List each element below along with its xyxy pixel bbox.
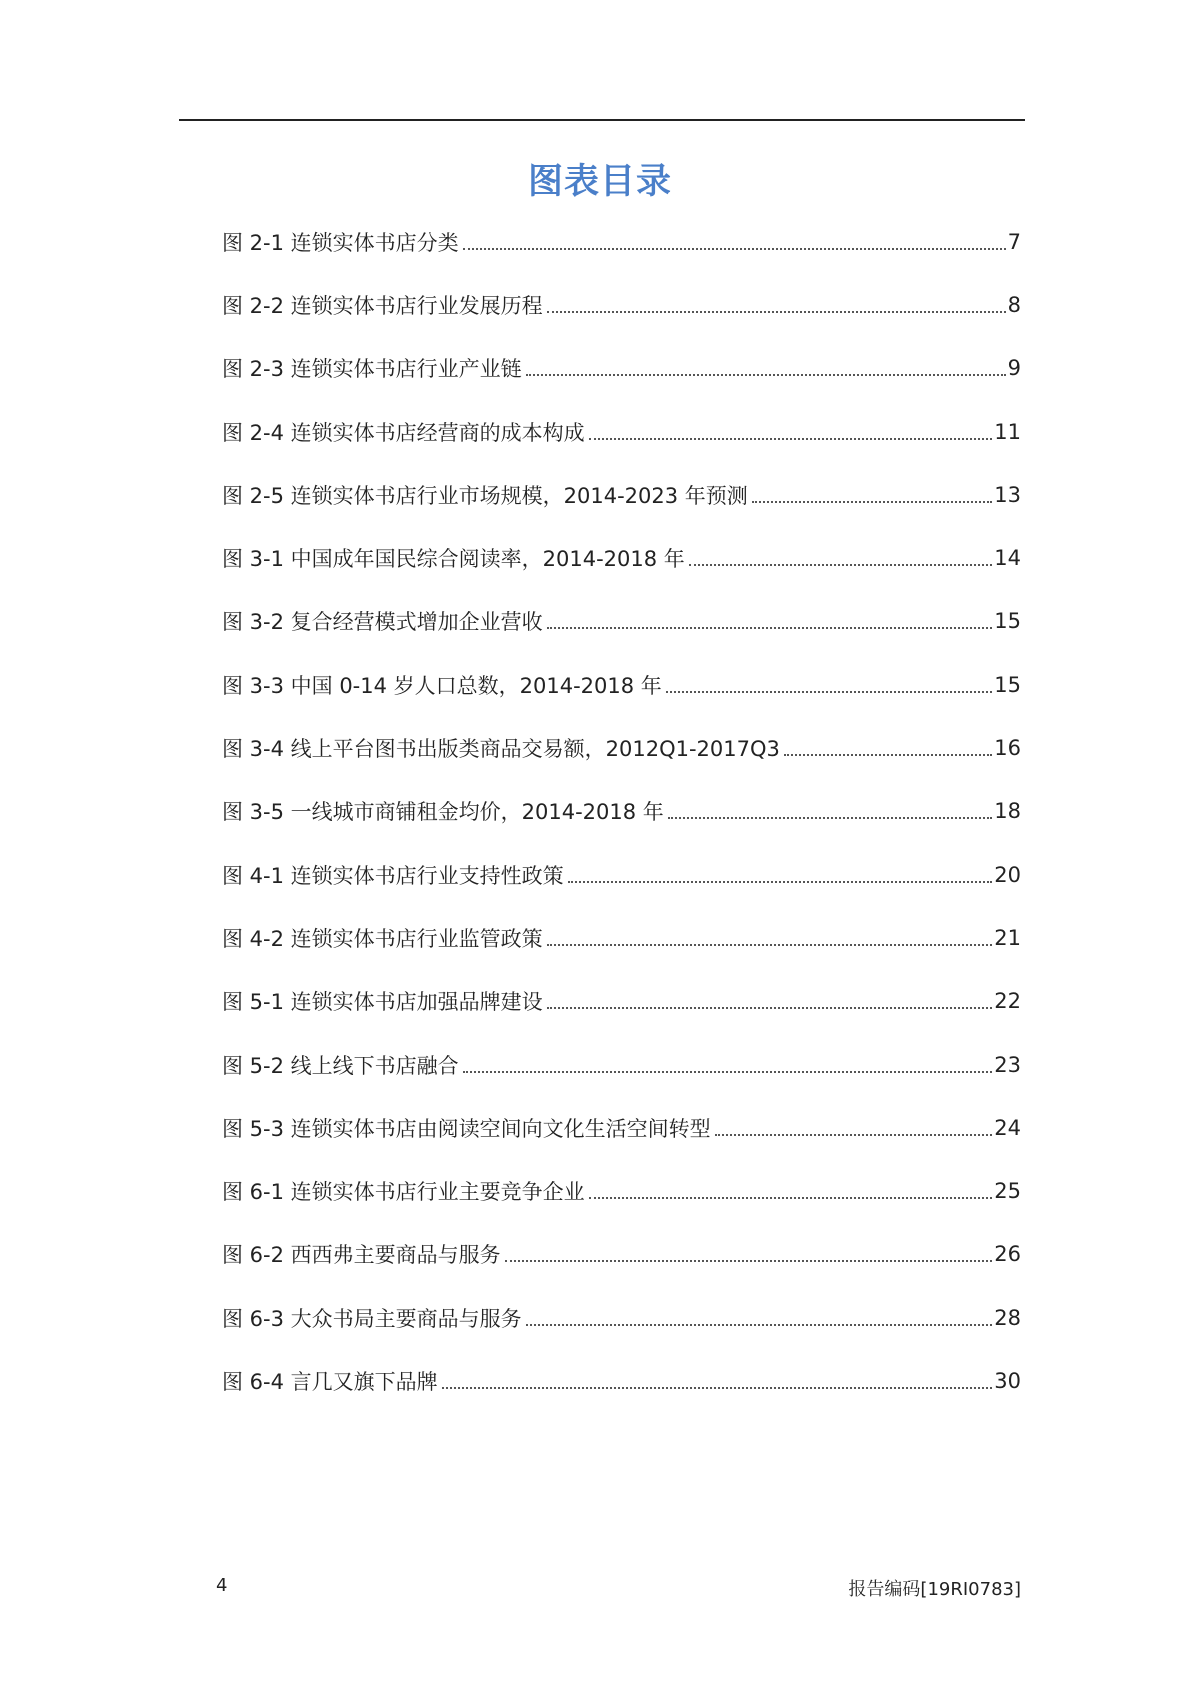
toc-entry-label: 图 6-3 大众书局主要商品与服务 [222,1306,522,1331]
toc-dot-leader [526,374,1006,376]
toc-entry-label: 图 6-1 连锁实体书店行业主要竞争企业 [222,1180,585,1205]
toc-dot-leader [547,627,993,629]
toc-entry-label: 图 2-3 连锁实体书店行业产业链 [222,357,522,382]
toc-entry[interactable] [222,1286,1021,1349]
toc-dot-leader [526,1324,993,1326]
toc-entry[interactable] [222,1349,1021,1412]
toc-entry-page: 21 [994,925,1021,950]
toc-entry-label: 图 3-2 复合经营模式增加企业营收 [222,610,543,635]
toc-entry[interactable] [222,716,1021,779]
toc-dot-leader [547,944,993,946]
toc-entry-page: 16 [994,736,1021,761]
toc-dot-leader [547,1007,993,1009]
toc-entry-label: 图 3-5 一线城市商铺租金均价，2014-2018 年 [222,800,664,825]
toc-entry-page: 30 [994,1368,1021,1393]
toc-entry-label: 图 2-2 连锁实体书店行业发展历程 [222,293,543,318]
toc-dot-leader [589,1197,993,1199]
toc-entry-label: 图 5-2 线上线下书店融合 [222,1053,459,1078]
toc-entry[interactable] [222,1159,1021,1222]
toc-entry[interactable] [222,590,1021,653]
figure-list [222,210,1021,1413]
toc-dot-leader [463,248,1006,250]
toc-dot-leader [689,564,992,566]
toc-entry-page: 24 [994,1115,1021,1140]
toc-entry[interactable] [222,780,1021,843]
toc-entry-page: 13 [994,482,1021,507]
toc-dot-leader [568,881,993,883]
toc-entry[interactable] [222,337,1021,400]
toc-entry-page: 23 [994,1052,1021,1077]
toc-entry[interactable] [222,653,1021,716]
toc-entry-label: 图 3-1 中国成年国民综合阅读率，2014-2018 年 [222,547,685,572]
toc-entry-page: 8 [1007,292,1021,317]
toc-entry-label: 图 2-4 连锁实体书店经营商的成本构成 [222,420,585,445]
toc-entry-page: 25 [994,1179,1021,1204]
toc-entry-page: 26 [994,1242,1021,1267]
toc-entry-page: 9 [1007,356,1021,381]
toc-dot-leader [715,1134,993,1136]
toc-entry-label: 图 5-1 连锁实体书店加强品牌建设 [222,990,543,1015]
toc-entry-page: 22 [994,989,1021,1014]
toc-entry[interactable] [222,463,1021,526]
toc-entry-label: 图 6-2 西西弗主要商品与服务 [222,1243,501,1268]
header-rule [179,119,1025,121]
toc-entry[interactable] [222,843,1021,906]
toc-entry-label: 图 4-2 连锁实体书店行业监管政策 [222,926,543,951]
toc-entry-label: 图 3-3 中国 0-14 岁人口总数，2014-2018 年 [222,673,662,698]
toc-entry[interactable] [222,970,1021,1033]
toc-dot-leader [666,691,992,693]
toc-entry[interactable] [222,1223,1021,1286]
toc-entry-label: 图 2-5 连锁实体书店行业市场规模，2014-2023 年预测 [222,483,748,508]
footer-page-number: 4 [216,1575,228,1596]
toc-entry-page: 14 [994,546,1021,571]
toc-entry[interactable] [222,273,1021,336]
toc-entry[interactable] [222,906,1021,969]
toc-entry-label: 图 3-4 线上平台图书出版类商品交易额，2012Q1-2017Q3 [222,737,780,762]
toc-entry-label: 图 4-1 连锁实体书店行业支持性政策 [222,863,564,888]
toc-entry[interactable] [222,400,1021,463]
toc-entry-page: 15 [994,672,1021,697]
toc-entry-label: 图 2-1 连锁实体书店分类 [222,230,459,255]
toc-dot-leader [505,1260,993,1262]
toc-entry[interactable] [222,1033,1021,1096]
toc-dot-leader [463,1071,993,1073]
toc-entry-page: 15 [994,609,1021,634]
toc-entry-label: 图 6-4 言几又旗下品牌 [222,1369,438,1394]
toc-entry[interactable] [222,210,1021,273]
toc-entry-page: 20 [994,862,1021,887]
toc-entry-label: 图 5-3 连锁实体书店由阅读空间向文化生活空间转型 [222,1116,711,1141]
toc-dot-leader [752,501,992,503]
toc-dot-leader [784,754,992,756]
toc-entry[interactable] [222,526,1021,589]
toc-dot-leader [668,817,992,819]
toc-dot-leader [547,311,1006,313]
toc-dot-leader [589,438,993,440]
toc-entry-page: 18 [994,799,1021,824]
page-title: 图表目录 [527,162,672,202]
toc-entry-page: 7 [1007,229,1021,254]
toc-entry-page: 11 [994,419,1021,444]
toc-entry[interactable] [222,1096,1021,1159]
footer-report-code: 报告编码[19RI0783] [848,1579,1021,1600]
toc-entry-page: 28 [994,1305,1021,1330]
toc-dot-leader [442,1387,993,1389]
